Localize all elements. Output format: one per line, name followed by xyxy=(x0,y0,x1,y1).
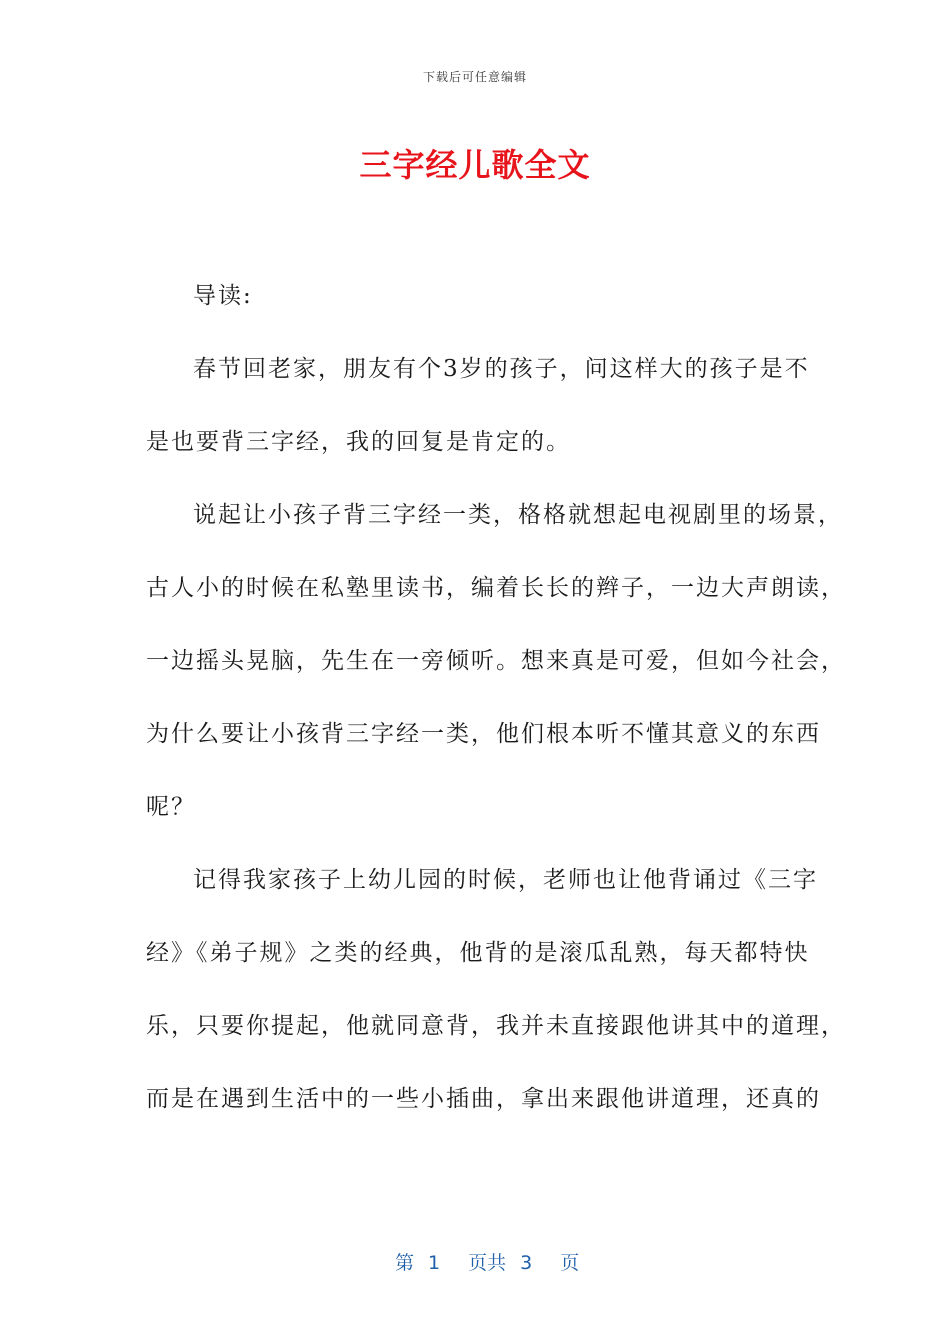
footer-page-number: 1 xyxy=(427,1252,441,1274)
paragraph-line: 为什么要让小孩背三字经一类，他们根本听不懂其意义的东西 xyxy=(146,721,821,747)
paragraph-line: 记得我家孩子上幼儿园的时候，老师也让他背诵过《三字 xyxy=(193,867,818,893)
paragraph-line: 古人小的时候在私塾里读书，编着长长的辫子，一边大声朗读， xyxy=(146,575,846,601)
paragraph-line: 经》《弟子规》之类的经典，他背的是滚瓜乱熟，每天都特快 xyxy=(146,940,810,966)
paragraph-line: 一边摇头晃脑，先生在一旁倾听。想来真是可爱，但如今社会， xyxy=(146,648,846,674)
footer-suffix: 页 xyxy=(560,1252,580,1274)
footer-prefix: 第 xyxy=(394,1252,414,1274)
paragraph-line: 乐，只要你提起，他就同意背，我并未直接跟他讲其中的道理， xyxy=(146,1013,846,1039)
paragraph-line: 说起让小孩子背三字经一类，格格就想起电视剧里的场景， xyxy=(193,502,843,528)
header-note: 下载后可任意编辑 xyxy=(422,70,527,84)
paragraph-line: 而是在遇到生活中的一些小插曲，拿出来跟他讲道理，还真的 xyxy=(146,1086,821,1112)
document-body xyxy=(146,278,846,1154)
page-footer xyxy=(0,1226,950,1297)
paragraph-line: 呢？ xyxy=(146,794,196,820)
document-title: 三字经儿歌全文 xyxy=(359,146,591,184)
footer-middle: 页共 xyxy=(468,1252,507,1274)
paragraph-line: 是也要背三字经，我的回复是肯定的。 xyxy=(146,429,571,455)
footer-page-total: 3 xyxy=(520,1252,533,1274)
paragraph-line: 导读: xyxy=(193,283,253,309)
paragraph-line: 春节回老家，朋友有个3岁的孩子，问这样大的孩子是不 xyxy=(193,356,810,382)
